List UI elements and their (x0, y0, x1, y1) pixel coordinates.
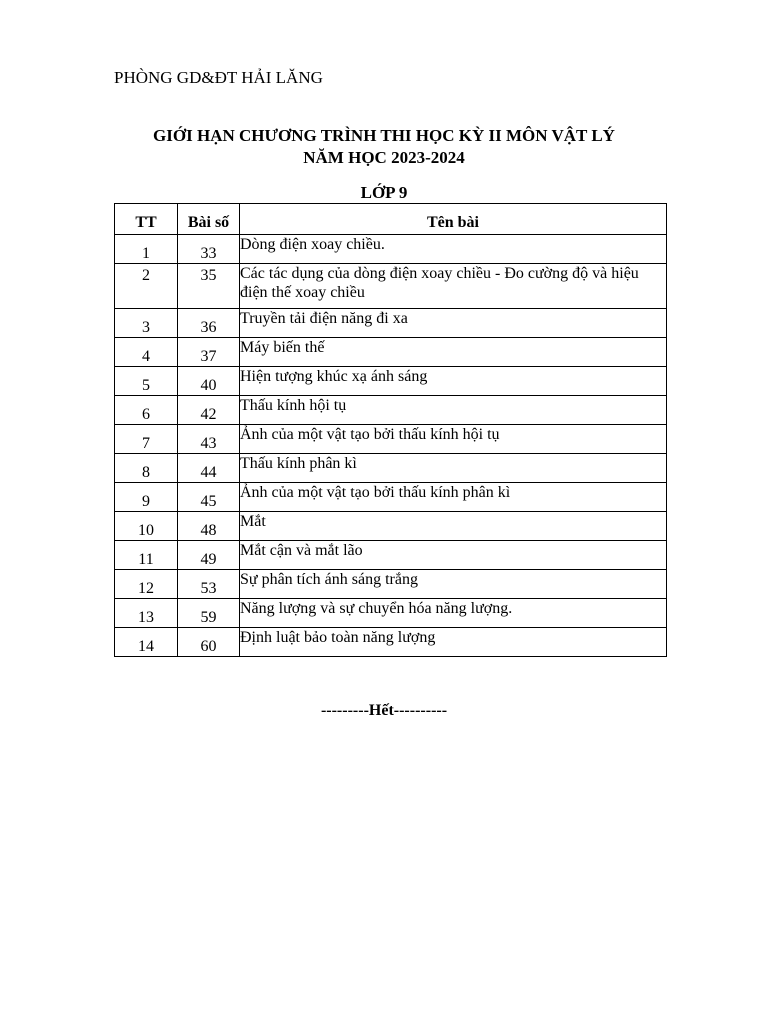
table-row (115, 264, 667, 309)
lesson-number: 43 (178, 425, 240, 454)
table-row (115, 454, 667, 483)
lesson-number: 59 (178, 599, 240, 628)
table-row (115, 309, 667, 338)
lesson-name: Thấu kính hội tụ (240, 396, 667, 425)
lesson-number: 53 (178, 570, 240, 599)
column-header-tt: TT (115, 204, 178, 235)
column-header-lesson-name: Tên bài (240, 204, 667, 235)
table-row (115, 512, 667, 541)
lesson-name: Định luật bảo toàn năng lượng (240, 628, 667, 657)
row-index: 4 (115, 338, 178, 367)
department-name: PHÒNG GD&ĐT HẢI LĂNG (114, 68, 323, 87)
row-index: 11 (115, 541, 178, 570)
lesson-name: Máy biến thế (240, 338, 667, 367)
lesson-name: Truyền tải điện năng đi xa (240, 309, 667, 338)
lesson-number: 33 (178, 235, 240, 264)
lesson-number: 48 (178, 512, 240, 541)
lesson-table-body (115, 235, 667, 657)
lesson-name: Ảnh của một vật tạo bởi thấu kính phân kì (240, 483, 667, 512)
lesson-table (114, 203, 667, 657)
lesson-name: Thấu kính phân kì (240, 454, 667, 483)
table-row (115, 396, 667, 425)
column-header-lesson-number: Bài số (178, 204, 240, 235)
table-header-row (115, 204, 667, 235)
lesson-number: 35 (178, 264, 240, 309)
row-index: 7 (115, 425, 178, 454)
lesson-number: 60 (178, 628, 240, 657)
grade-label: LỚP 9 (360, 183, 408, 202)
lesson-number: 36 (178, 309, 240, 338)
lesson-name: Ảnh của một vật tạo bởi thấu kính hội tụ (240, 425, 667, 454)
lesson-number: 42 (178, 396, 240, 425)
row-index: 1 (115, 235, 178, 264)
lesson-number: 45 (178, 483, 240, 512)
row-index: 9 (115, 483, 178, 512)
document-title: GIỚI HẠN CHƯƠNG TRÌNH THI HỌC KỲ II MÔN VẬT LÝ (153, 126, 615, 145)
lesson-number: 44 (178, 454, 240, 483)
row-index: 6 (115, 396, 178, 425)
lesson-name: Các tác dụng của dòng điện xoay chiều - Đo cường độ và hiệu điện thế xoay chiều (240, 264, 667, 309)
school-year: NĂM HỌC 2023-2024 (303, 148, 465, 167)
table-row (115, 425, 667, 454)
table-row (115, 628, 667, 657)
row-index: 8 (115, 454, 178, 483)
row-index: 2 (115, 264, 178, 309)
row-index: 12 (115, 570, 178, 599)
table-row (115, 570, 667, 599)
lesson-number: 40 (178, 367, 240, 396)
row-index: 13 (115, 599, 178, 628)
table-row (115, 338, 667, 367)
table-row (115, 367, 667, 396)
end-marker: ---------Hết---------- (320, 702, 448, 719)
lesson-name: Dòng điện xoay chiều. (240, 235, 667, 264)
lesson-number: 49 (178, 541, 240, 570)
lesson-name: Mắt (240, 512, 667, 541)
lesson-name: Năng lượng và sự chuyển hóa năng lượng. (240, 599, 667, 628)
table-row (115, 599, 667, 628)
lesson-name: Sự phân tích ánh sáng trắng (240, 570, 667, 599)
row-index: 3 (115, 309, 178, 338)
row-index: 10 (115, 512, 178, 541)
row-index: 5 (115, 367, 178, 396)
lesson-name: Mắt cận và mắt lão (240, 541, 667, 570)
table-row (115, 541, 667, 570)
lesson-name: Hiện tượng khúc xạ ánh sáng (240, 367, 667, 396)
table-row (115, 235, 667, 264)
row-index: 14 (115, 628, 178, 657)
table-row (115, 483, 667, 512)
lesson-number: 37 (178, 338, 240, 367)
